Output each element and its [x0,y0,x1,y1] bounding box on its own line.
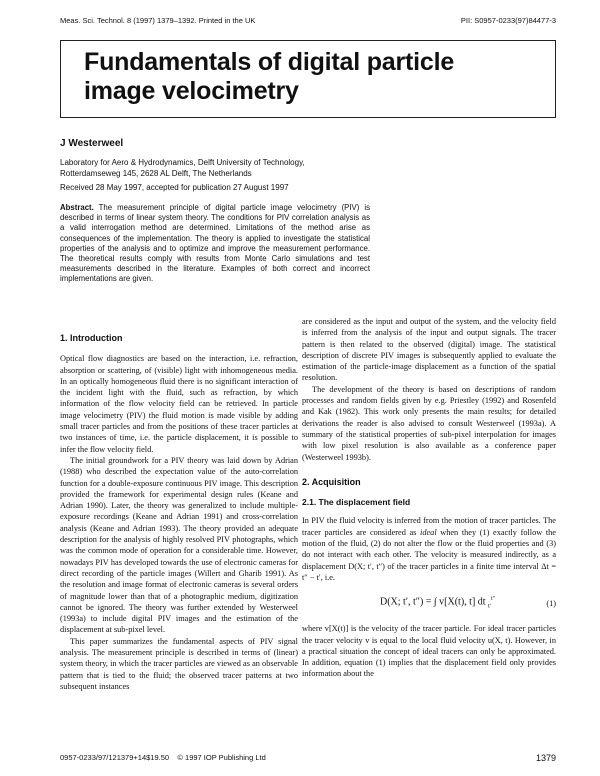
ideal-emphasis: ideal [420,527,437,537]
page-title [84,48,524,106]
journal-citation: Meas. Sci. Technol. 8 (1997) 1379–1392. Printed in the UK [60,16,256,25]
received-date: Received 28 May 1997, accepted for publication 27 August 1997 [60,183,289,192]
intro-paragraph: The development of the theory is based on descriptions of random processes and random fields given by e.g. Priestley (1992) and Rosenfeld and Kak (1982). This work only presents the main results; for detailed derivations the reader is also advised to consult Westerweel (1993a). A summary of the statistical properties of sub-pixel interpolation for images with low pixel resolution is also available as a conference paper (Westerweel 1993b). [302,384,556,462]
page-footer [60,753,556,763]
left-column [60,333,298,692]
pii-code: PII: S0957-0233(97)84477-3 [460,16,556,25]
running-header [60,16,556,25]
abstract [60,203,370,285]
intro-continuation: are considered as the input and output of the system, and the velocity field is inferred from the analysis of the input and output signals. The tracer pattern is then related to the observed (digital) image. The statistical description of discrete PIV images is subsequently applied to evaluate the estimation of the particle-image displacement as a function of the spatial resolution. [302,317,556,383]
author-name: J Westerweel [60,138,124,149]
abstract-text: The measurement principle of digital particle image velocimetry (PIV) is described in terms of linear system theory. The conditions for PIV correlation analysis as a valid interrogation method are determined. Limitations of the method arise as consequences of the implementation. The theory is applied to investigate the statistical properties of the analysis and to optimize and improve the measurement performance. The theoretical results comply with results from Monte Carlo simulations and test measurements described in the literature. Examples of both correct and incorrect implementations are given. [60,203,370,284]
intro-paragraph: The initial groundwork for a PIV theory was laid down by Adrian (1988) who described the expectation value of the auto-correlation function for a double-exposure continuous PIV image. This description provided the framework for experimental design rules (Keane and Adrian 1990). Later, the theory was generalized to include multiple-exposure recordings (Keane and Adrian 1991) and cross-correlation analysis (Keane and Adrian 1993). The theory provided an adequate description for the analysis of highly resolved PIV photographs, which was the common mode of operation for a considerable time. However, nowadays PIV has developed towards the use of electronic cameras for direct recording of the particle images (Willert and Gharib 1991). As the resolution and image format of electronic cameras is several orders of magnitude lower than that of a photographic medium, digitization cannot be ignored. The theory was further extended by Westerweel (1993a) to include digital PIV images and the estimation of the displacement at sub-pixel level. [60,455,298,635]
affiliation-line-2: Rotterdamseweg 145, 2628 AL Delft, The Netherlands [60,169,252,178]
subsection-heading-displacement: 2.1. The displacement field [302,497,411,508]
section-heading-introduction: 1. Introduction [60,333,123,343]
issn-price: 0957-0233/97/121379+14$19.50 © 1997 IOP Publishing Ltd [60,753,266,762]
integral-lower-limit: t′ [488,603,492,610]
acquisition-paragraph: In PIV the fluid velocity is inferred from the motion of tracer particles. The tracer particles are considered as ideal when they (1) exactly follow the motion of the fluid, (2) do not alter the flow or the fluid properties and (3) do not interact with each other. The velocity is measured indirectly, as a displacement D(X; t′, t″) of the tracer particles in a finite time interval Δt = t″ − t′, i.e. [302,516,556,582]
equation-expression: D(X; t′, t″) = ∫ v[X(t), t] dt $_{t'}^{t''}$ [380,595,496,610]
abstract-label: Abstract. [60,203,94,212]
affiliation-line-1: Laboratory for Aero & Hydrodynamics, Delft University of Technology, [60,158,305,167]
section-heading-acquisition: 2. Acquisition [302,476,361,487]
right-column [302,316,556,680]
title-line-1: Fundamentals of digital particle [84,48,455,76]
equation-number: (1) [546,598,556,608]
integral-upper-limit: t″ [491,595,496,602]
page-number: 1379 [535,753,556,763]
intro-paragraph: Optical flow diagnostics are based on the interaction, i.e. refraction, absorption or scattering, of (visible) light with inhomogeneous media. In an optically homogeneous fluid there is no significant interaction of the incident light with the fluid, such as refraction, by which information of the flow velocity field can be retrieved. In particle image velocimetry (PIV) the fluid motion is made visible by adding small tracer particles and from the positions of these tracer particles at two instances of time, i.e. the particle displacement, it is possible to infer the flow velocity field. [60,354,298,454]
affiliation [60,157,556,179]
copyright: © 1997 IOP Publishing Ltd [177,753,266,762]
acquisition-paragraph: where v[X(t)] is the velocity of the tracer particle. For ideal tracer particles the tracer velocity v is equal to the local fluid velocity u(X, t). However, in a practical situation the concept of ideal tracers can only be approximated. In addition, equation (1) implies that the displacement field only provides information about the [302,624,556,679]
equation-1 [302,583,556,623]
intro-paragraph: This paper summarizes the fundamental aspects of PIV signal analysis. The measurement principle is described in terms of (linear) system theory, in which the tracer particles are viewed as an observable pattern that is tied to the fluid; the observed tracer patterns at two subsequent instances [60,636,298,691]
title-line-2: image velocimetry [84,77,299,105]
